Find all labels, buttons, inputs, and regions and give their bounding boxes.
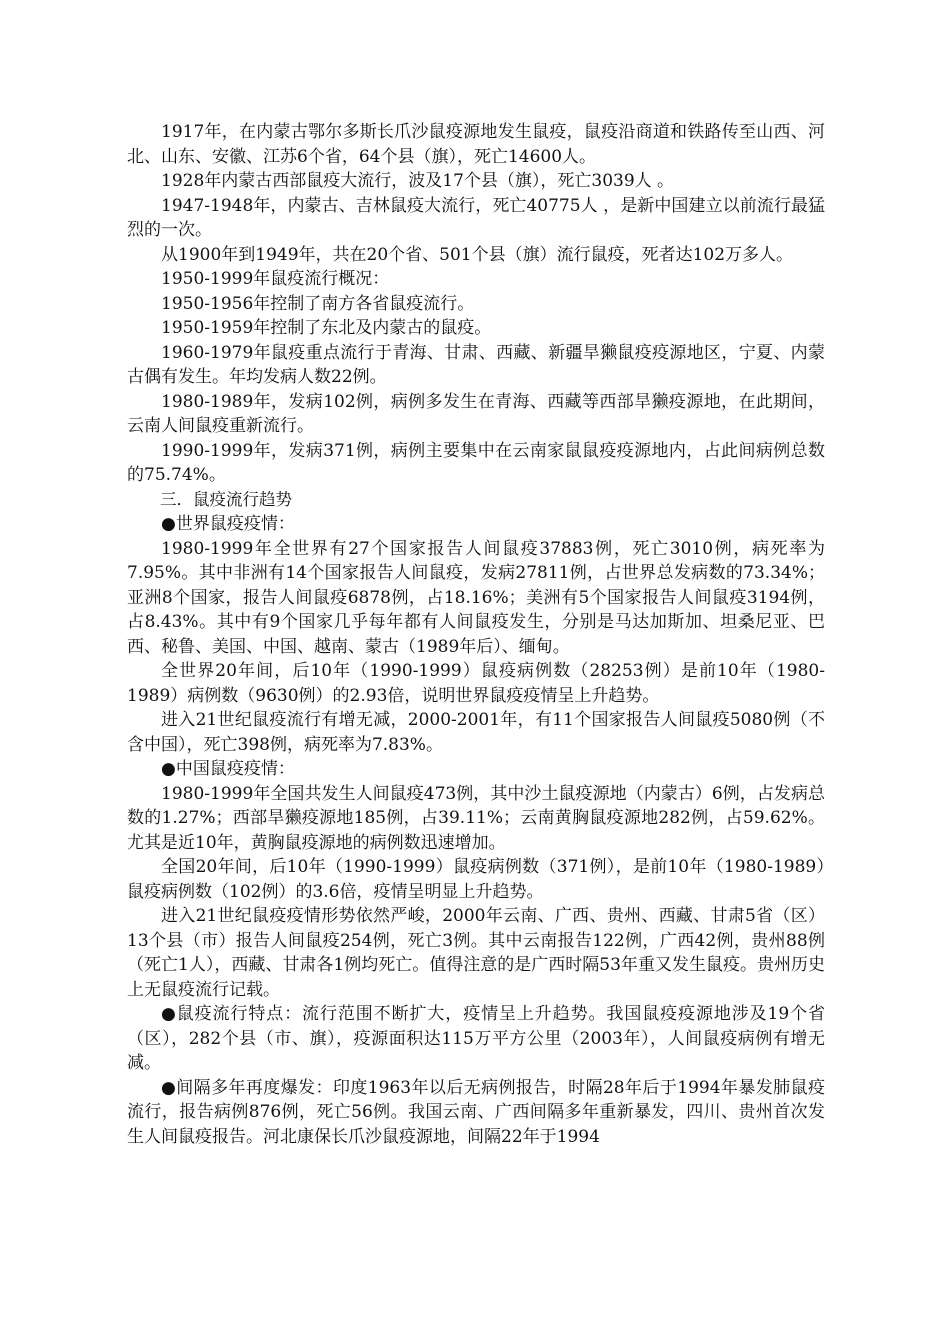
paragraph: 1947-1948年，内蒙古、吉林鼠疫大流行，死亡40775人 ，是新中国建立以前流行最猛烈的一次。 — [127, 195, 825, 240]
bullet-paragraph: ●间隔多年再度爆发：印度1963年以后无病例报告，时隔28年后于1994年暴发肺鼠疫流行，报告病例876例，死亡56例。我国云南、广西间隔多年重新暴发，四川、贵州首次发生人间鼠疫报告。河北康保长爪沙鼠疫源地，间隔22年于1994 — [127, 1077, 825, 1147]
paragraph: 进入21世纪鼠疫疫情形势依然严峻，2000年云南、广西、贵州、西藏、甘肃5省（区）13个县（市）报告人间鼠疫254例，死亡3例。其中云南报告122例，广西42例，贵州88例（死亡1人），西藏、甘肃各1例均死亡。值得注意的是广西时隔53年重又发生鼠疫。贵州历史上无鼠疫流行记载。 — [127, 906, 825, 1000]
paragraph: 进入21世纪鼠疫流行有增无减，2000-2001年，有11个国家报告人间鼠疫5080例（不含中国），死亡398例，病死率为7.83%。 — [127, 710, 825, 755]
paragraph: 1980-1989年，发病102例，病例多发生在青海、西藏等西部旱獭疫源地，在此期间，云南人间鼠疫重新流行。 — [127, 391, 825, 436]
paragraph: 从1900年到1949年，共在20个省、501个县（旗）流行鼠疫，死者达102万多人。 — [161, 244, 794, 265]
paragraph: 1950-1959年控制了东北及内蒙古的鼠疫。 — [161, 318, 492, 338]
paragraph: 1950-1999年鼠疫流行概况： — [161, 269, 390, 289]
paragraph: 1990-1999年，发病371例，病例主要集中在云南家鼠鼠疫疫源地内，占此间病例总数的75.74%。 — [127, 440, 825, 485]
paragraph: 全国20年间，后10年（1990-1999）鼠疫病例数（371例），是前10年（1980-1989）鼠疫病例数（102例）的3.6倍，疫情呈明显上升趋势。 — [127, 857, 825, 902]
paragraph: 1960-1979年鼠疫重点流行于青海、甘肃、西藏、新疆旱獭鼠疫疫源地区，宁夏、内蒙古偶有发生。年均发病人数22例。 — [127, 342, 825, 387]
paragraph: 1980-1999年全国共发生人间鼠疫473例，其中沙土鼠疫源地（内蒙古）6例，占发病总数的1.27%；西部旱獭疫源地185例，占39.11%；云南黄胸鼠疫源地282例，占59.62%。尤其是近10年，黄胸鼠疫源地的病例数迅速增加。 — [127, 783, 825, 853]
document-body — [127, 120, 825, 1149]
paragraph: 1928年内蒙古西部鼠疫大流行，波及17个县（旗），死亡3039人 。 — [161, 171, 675, 191]
paragraph: 全世界20年间，后10年（1990-1999）鼠疫病例数（28253例）是前10年（1980-1989）病例数（9630例）的2.93倍，说明世界鼠疫疫情呈上升趋势。 — [127, 661, 825, 706]
bullet-heading-china: ●中国鼠疫疫情： — [161, 759, 295, 779]
paragraph: 1917年，在内蒙古鄂尔多斯长爪沙鼠疫源地发生鼠疫，鼠疫沿商道和铁路传至山西、河北、山东、安徽、江苏6个省，64个县（旗），死亡14600人。 — [127, 122, 825, 167]
bullet-paragraph: ●鼠疫流行特点：流行范围不断扩大，疫情呈上升趋势。我国鼠疫疫源地涉及19个省（区），282个县（市、旗），疫源面积达115万平方公里（2003年），人间鼠疫病例有增无减。 — [127, 1004, 825, 1073]
paragraph: 1950-1956年控制了南方各省鼠疫流行。 — [161, 293, 475, 314]
paragraph: 1980-1999年全世界有27个国家报告人间鼠疫37883例，死亡3010例，病死率为7.95%。其中非洲有14个国家报告人间鼠疫，发病27811例，占世界总发病数的73.34%；亚洲8个国家，报告人间鼠疫6878例，占18.16%；美洲有5个国家报告人间鼠疫3194例，占8.43%。其中有9个国家几乎每年都有人间鼠疫发生，分别是马达加斯加、坦桑尼亚、巴西、秘鲁、美国、中国、越南、蒙古（1989年后）、缅甸。 — [127, 538, 825, 657]
section-heading: 三．鼠疫流行趋势 — [160, 489, 292, 509]
bullet-heading-world: ●世界鼠疫疫情： — [161, 514, 295, 534]
